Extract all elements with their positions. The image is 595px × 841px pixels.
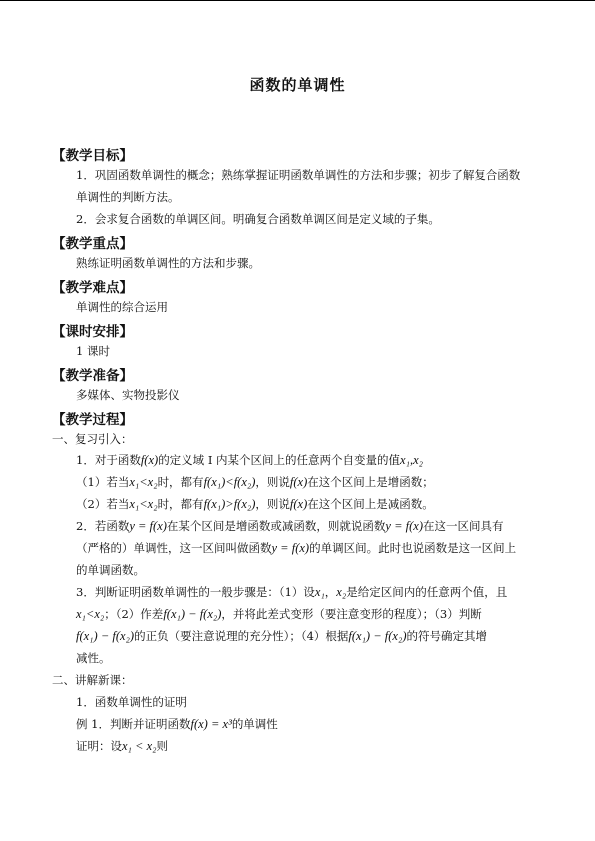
point-1-2 xyxy=(76,496,434,512)
math-ineq: f(x₁)<f(x₂) xyxy=(203,475,256,489)
new-lesson-title: 二、讲解新课： xyxy=(52,673,133,687)
text: 的单调性 xyxy=(231,717,278,731)
top-rule xyxy=(0,0,595,1)
point-3-line-1 xyxy=(76,584,507,600)
point-2-line-1 xyxy=(76,518,504,534)
example-1 xyxy=(76,716,278,732)
schedule-text: 1 课时 xyxy=(76,344,110,358)
point-1 xyxy=(76,452,423,468)
math-diff: f(x₁) − f(x₂) xyxy=(76,629,135,643)
text: 在这个区间上是增函数； xyxy=(307,475,434,489)
point-2-line-3: 的单调函数。 xyxy=(76,563,145,577)
math-cond: x₁ < x₂ xyxy=(122,739,157,753)
proof-line xyxy=(76,738,168,754)
text: 在这个区间上是减函数。 xyxy=(307,497,434,511)
math-x2: x₂ xyxy=(336,585,347,599)
heading-teaching-key: 【教学重点】 xyxy=(52,236,133,252)
text: 3．判断证明函数单调性的一般步骤是：（1）设 xyxy=(76,585,315,599)
point-1-1 xyxy=(76,474,434,490)
new-lesson-item-1: 1．函数单调性的证明 xyxy=(76,695,187,709)
math-fn: f(x) = x³ xyxy=(190,717,232,731)
heading-schedule: 【课时安排】 xyxy=(52,324,133,340)
text: ， xyxy=(324,585,337,599)
math-cond: x₁<x₂ xyxy=(76,607,105,621)
text: 证明：设 xyxy=(76,739,122,753)
heading-teaching-process: 【教学过程】 xyxy=(52,412,133,428)
goal-line-3: 2．会求复合函数的单调区间。明确复合函数单调区间是定义域的子集。 xyxy=(76,212,440,226)
text: ，则说 xyxy=(255,497,290,511)
text: 则 xyxy=(156,739,168,753)
review-title: 一、复习引入： xyxy=(52,432,133,446)
heading-teaching-difficulty: 【教学难点】 xyxy=(52,280,133,296)
text: 时，都有 xyxy=(157,497,204,511)
math-vars: x₁,x₂ xyxy=(400,453,423,467)
point-3-line-4: 减性。 xyxy=(76,651,111,665)
text: 是给定区间内的任意两个值，且 xyxy=(346,585,508,599)
text: 时，都有 xyxy=(157,475,204,489)
point-3-line-3 xyxy=(76,628,487,644)
difficulty-text: 单调性的综合运用 xyxy=(76,300,168,314)
key-text: 熟练证明函数单调性的方法和步骤。 xyxy=(76,256,260,270)
heading-preparation: 【教学准备】 xyxy=(52,368,133,384)
text: 的定义域 I 内某个区间上的任意两个自变量的值 xyxy=(158,453,401,467)
text: 在某个区间是增函数或减函数，则就说函数 xyxy=(166,519,386,533)
math-f: f(x) xyxy=(140,453,159,467)
goal-line-2: 单调性的判断方法。 xyxy=(76,190,180,204)
page-title: 函数的单调性 xyxy=(249,76,346,94)
point-2-line-2 xyxy=(76,540,516,556)
math-f: f(x) xyxy=(289,475,308,489)
text: 2．若函数 xyxy=(76,519,130,533)
text: ，并将此差式变形（要注意变形的程度）；（3）判断 xyxy=(221,607,482,621)
math-y: y = f(x) xyxy=(385,519,424,533)
math-y: y = f(x) xyxy=(129,519,167,533)
math-x1: x₁ xyxy=(314,585,325,599)
math-cond: x₁<x₂ xyxy=(129,475,158,489)
math-ineq: f(x₁)>f(x₂) xyxy=(203,497,256,511)
math-cond: x₁<x₂ xyxy=(129,497,158,511)
text: 1．对于函数 xyxy=(76,453,141,467)
text: 的正负（要注意说理的充分性）；（4）根据 xyxy=(134,629,349,643)
preparation-text: 多媒体、实物投影仪 xyxy=(76,388,180,402)
math-f: f(x) xyxy=(289,497,308,511)
text: 的符号确定其增 xyxy=(406,629,487,643)
text: （严格的）单调性，这一区间叫做函数 xyxy=(76,541,272,555)
point-3-line-2 xyxy=(76,606,482,622)
goal-line-1: 1．巩固函数单调性的概念；熟练掌握证明函数单调性的方法和步骤；初步了解复合函数 xyxy=(76,168,521,182)
text: ；（2）作差 xyxy=(104,607,164,621)
text: 在这一区间具有 xyxy=(423,519,504,533)
text: ，则说 xyxy=(255,475,290,489)
math-diff: f(x₁) − f(x₂) xyxy=(348,629,407,643)
text: （2）若当 xyxy=(76,497,130,511)
math-y: y = f(x) xyxy=(271,541,310,555)
text: （1）若当 xyxy=(76,475,130,489)
text: 的单调区间。此时也说函数是这一区间上 xyxy=(309,541,517,555)
text: 例 1．判断并证明函数 xyxy=(76,717,191,731)
math-diff: f(x₁) − f(x₂) xyxy=(163,607,222,621)
heading-teaching-goal: 【教学目标】 xyxy=(52,148,133,164)
